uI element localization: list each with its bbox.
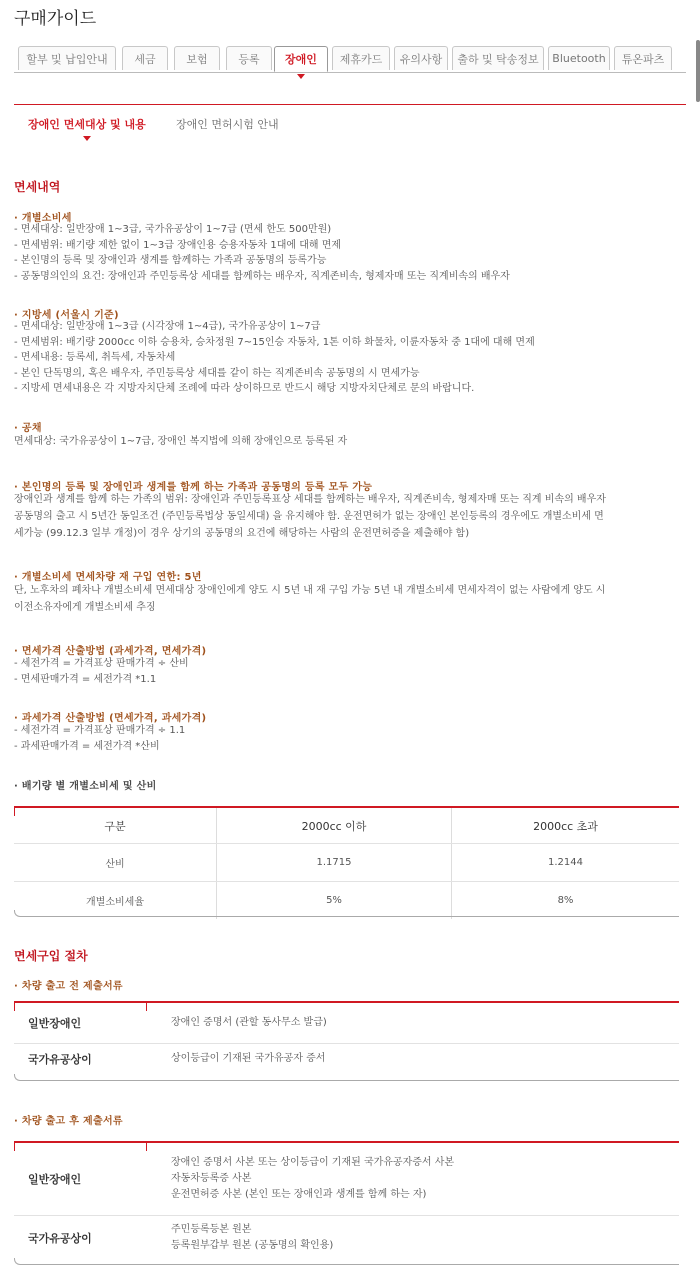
detail-line: 공동명의 출고 시 5년간 동일조건 (주민등록법상 동일세대) 을 유지해야 함. 운전면허가 없는 장애인 본인등록의 경우에도 개별소비세 면 (14, 511, 604, 522)
section-title-exemption: 면세내역 (14, 180, 61, 194)
heading-joint-registration: · 본인명의 등록 및 장애인과 생계를 함께 하는 가족과 공동명의 등록 모두 가능 (14, 482, 373, 493)
row-value: 상이등급이 기재된 국가유공자 증서 (171, 1053, 326, 1065)
table-row (14, 1143, 679, 1215)
row-value: 장애인 증명서 (관할 동사무소 발급) (157, 1003, 679, 1043)
row-label: 일반장애인 (14, 1143, 157, 1215)
detail-line: - 세전가격 = 가격표상 판매가격 ÷ 1.1 (14, 725, 186, 736)
detail-line: - 지방세 면세내용은 각 지방자치단체 조례에 따라 상이하므로 반드시 해당 지방자치단체로 문의 바랍니다. (14, 383, 475, 394)
table-header-row (14, 808, 679, 844)
tab-bluetooth[interactable] (548, 46, 610, 70)
heading-exempt-price-calc: · 면세가격 산출방법 (과세가격, 면세가격) (14, 646, 207, 657)
table-cell: 개별소비세율 (86, 897, 144, 908)
taxed-price-details (14, 723, 686, 754)
detail-line: - 면세대상: 일반장애 1~3급, 국가유공상이 1~7급 (면세 한도 500만원) (14, 224, 332, 235)
after-shipment-grid (14, 1143, 679, 1261)
table-row (14, 1043, 679, 1075)
tab-installment[interactable] (18, 46, 116, 70)
heading-repurchase-period: · 개별소비세 면세차량 재 구입 연한: 5년 (14, 572, 202, 583)
rate-table (14, 806, 679, 917)
row-label: 국가유공상이 (28, 1232, 92, 1246)
tab-label: 등록 (238, 52, 260, 66)
document-item: 장애인 증명서 사본 또는 상이등급이 기재된 국가유공자증서 사본 (171, 1156, 455, 1168)
table-divider-tick (146, 1001, 147, 1011)
row-value (157, 1215, 679, 1261)
table-bottom-border (14, 1258, 679, 1265)
main-tab-bar (14, 46, 686, 73)
bond-details (14, 434, 686, 450)
tab-shipping[interactable] (452, 46, 544, 70)
subtab-label: 장애인 면허시험 안내 (176, 118, 279, 131)
table-divider-tick (146, 1141, 147, 1151)
header-under-2000: 2000cc 이하 (217, 808, 452, 844)
detail-line: 면세대상: 국가유공상이 1~7급, 장애인 복지법에 의해 장애인으로 등록된 자 (14, 436, 348, 447)
table-corner (14, 1141, 15, 1151)
heading-before-shipment: · 차량 출고 전 제출서류 (14, 981, 123, 992)
tab-label: 장애인 (285, 53, 317, 66)
heading-after-shipment: · 차량 출고 후 제출서류 (14, 1116, 123, 1127)
table-bottom-border (14, 1074, 679, 1081)
row-value (157, 1143, 679, 1215)
tab-partner-card[interactable] (332, 46, 390, 70)
table-cell: 산비 (14, 844, 217, 882)
table-cell: 8% (452, 882, 680, 920)
before-shipment-table (14, 1001, 679, 1081)
repurchase-details (14, 582, 684, 616)
detail-line: - 면세범위: 배기량 제한 없이 1~3급 장애인용 승용자동차 1대에 대해 면제 (14, 239, 342, 251)
heading-local-tax: · 지방세 (서울시 기준) (14, 310, 119, 321)
tab-label: 튜온파츠 (621, 52, 665, 66)
after-shipment-table (14, 1141, 679, 1265)
local-tax-details (14, 319, 686, 397)
table-row (14, 844, 679, 882)
detail-line: 단, 노후차의 폐차나 개별소비세 면세대상 장애인에게 양도 시 5년 내 재 구입 가능 5년 내 개별소비세 면세자격이 없는 사람에게 양도 시 (14, 585, 606, 596)
subtab-label: 장애인 면세대상 및 내용 (28, 118, 146, 131)
document-item: 주민등록등본 원본 (171, 1224, 252, 1236)
document-item: 자동차등록증 사본 (171, 1172, 252, 1184)
tab-label: 유의사항 (399, 52, 443, 66)
table-row (14, 1215, 679, 1261)
detail-line: 이전소유자에게 개별소비세 추징 (14, 602, 156, 613)
table-cell: 5% (217, 882, 452, 920)
document-item: 운전면허증 사본 (본인 또는 장애인과 생계를 함께 하는 자) (171, 1188, 427, 1200)
table-bottom-border (14, 910, 679, 917)
tab-label: 보험 (186, 52, 208, 66)
scrollbar-thumb[interactable] (696, 40, 700, 102)
header-category: 구분 (14, 808, 217, 844)
exempt-price-details (14, 656, 686, 687)
heading-rate-table: · 배기량 별 개별소비세 및 산비 (14, 781, 157, 792)
heading-taxed-price-calc: · 과세가격 산출방법 (면세가격, 과세가격) (14, 713, 207, 724)
tab-insurance[interactable] (174, 46, 220, 70)
detail-line: - 공동명의인의 요건: 장애인과 주민등록상 세대를 함께하는 배우자, 직계존비속, 형제자매 또는 직계비속의 배우자 (14, 270, 510, 282)
row-label: 국가유공상이 (28, 1053, 92, 1067)
table-cell: 1.1715 (217, 844, 452, 882)
joint-registration-details (14, 491, 684, 542)
detail-line: - 과세판매가격 = 세전가격 *산비 (14, 740, 160, 752)
detail-line: 세가능 (99.12.3 일부 개정)이 경우 상기의 공동명의 요건에 해당하는 사람의 운전면허증을 제출해야 함) (14, 528, 470, 539)
before-shipment-grid (14, 1003, 679, 1075)
active-tab-indicator (297, 74, 305, 79)
individual-tax-details (14, 222, 686, 284)
detail-line: - 면세내용: 등록세, 취득세, 자동차세 (14, 352, 176, 363)
page-title: 구매가이드 (14, 9, 97, 29)
tab-tuon-parts[interactable] (614, 46, 672, 70)
table-row (14, 1003, 679, 1043)
row-label: 일반장애인 (14, 1003, 157, 1043)
tab-label: 제휴카드 (339, 52, 383, 66)
detail-line: - 본인 단독명의, 혹은 배우자, 주민등록상 세대를 같이 하는 직계존비속 공동명의 시 면세가능 (14, 367, 420, 379)
divider (14, 104, 686, 105)
tab-label: 할부 및 납입안내 (26, 52, 108, 66)
detail-line: - 면세범위: 배기량 2000cc 이하 승용차, 승차정원 7~15인승 자동차, 1톤 이하 화물차, 이륜자동차 중 1대에 대해 면제 (14, 336, 535, 348)
tab-label: 세금 (134, 52, 156, 66)
heading-bond: · 공채 (14, 423, 42, 434)
detail-line: - 본인명의 등록 및 장애인과 생계를 함께하는 가족과 공동명의 등록가능 (14, 255, 327, 266)
subtab-license-exam[interactable] (176, 116, 279, 132)
subtab-exemption-scope[interactable] (28, 116, 146, 132)
detail-line: 장애인과 생계를 함께 하는 가족의 범위: 장애인과 주민등록표상 세대를 함께하는 배우자, 직계존비속, 형제자매 또는 직계 비속의 배우자 (14, 494, 606, 505)
tab-label: 출하 및 탁송정보 (457, 52, 539, 66)
tab-notice[interactable] (394, 46, 448, 70)
table-cell: 1.2144 (452, 844, 680, 882)
table-corner (14, 806, 15, 816)
rate-table-grid (14, 808, 679, 919)
section-title-procedure: 면세구입 절차 (14, 949, 88, 963)
header-over-2000: 2000cc 초과 (452, 808, 680, 844)
tab-registration[interactable] (226, 46, 272, 70)
tab-disabled[interactable] (274, 46, 328, 72)
heading-individual-consumption-tax: · 개별소비세 (14, 213, 72, 224)
detail-line: - 세전가격 = 가격표상 판매가격 ÷ 산비 (14, 658, 189, 669)
document-item: 등록원부갑부 원본 (공동명의 확인용) (171, 1240, 334, 1252)
table-corner (14, 1001, 15, 1011)
tab-tax[interactable] (122, 46, 168, 70)
active-subtab-indicator (83, 136, 91, 141)
detail-line: - 면세판매가격 = 세전가격 *1.1 (14, 673, 157, 685)
detail-line: - 면세대상: 일반장애 1~3급 (시각장애 1~4급), 국가유공상이 1~7급 (14, 321, 321, 332)
tab-label: Bluetooth (552, 52, 606, 65)
